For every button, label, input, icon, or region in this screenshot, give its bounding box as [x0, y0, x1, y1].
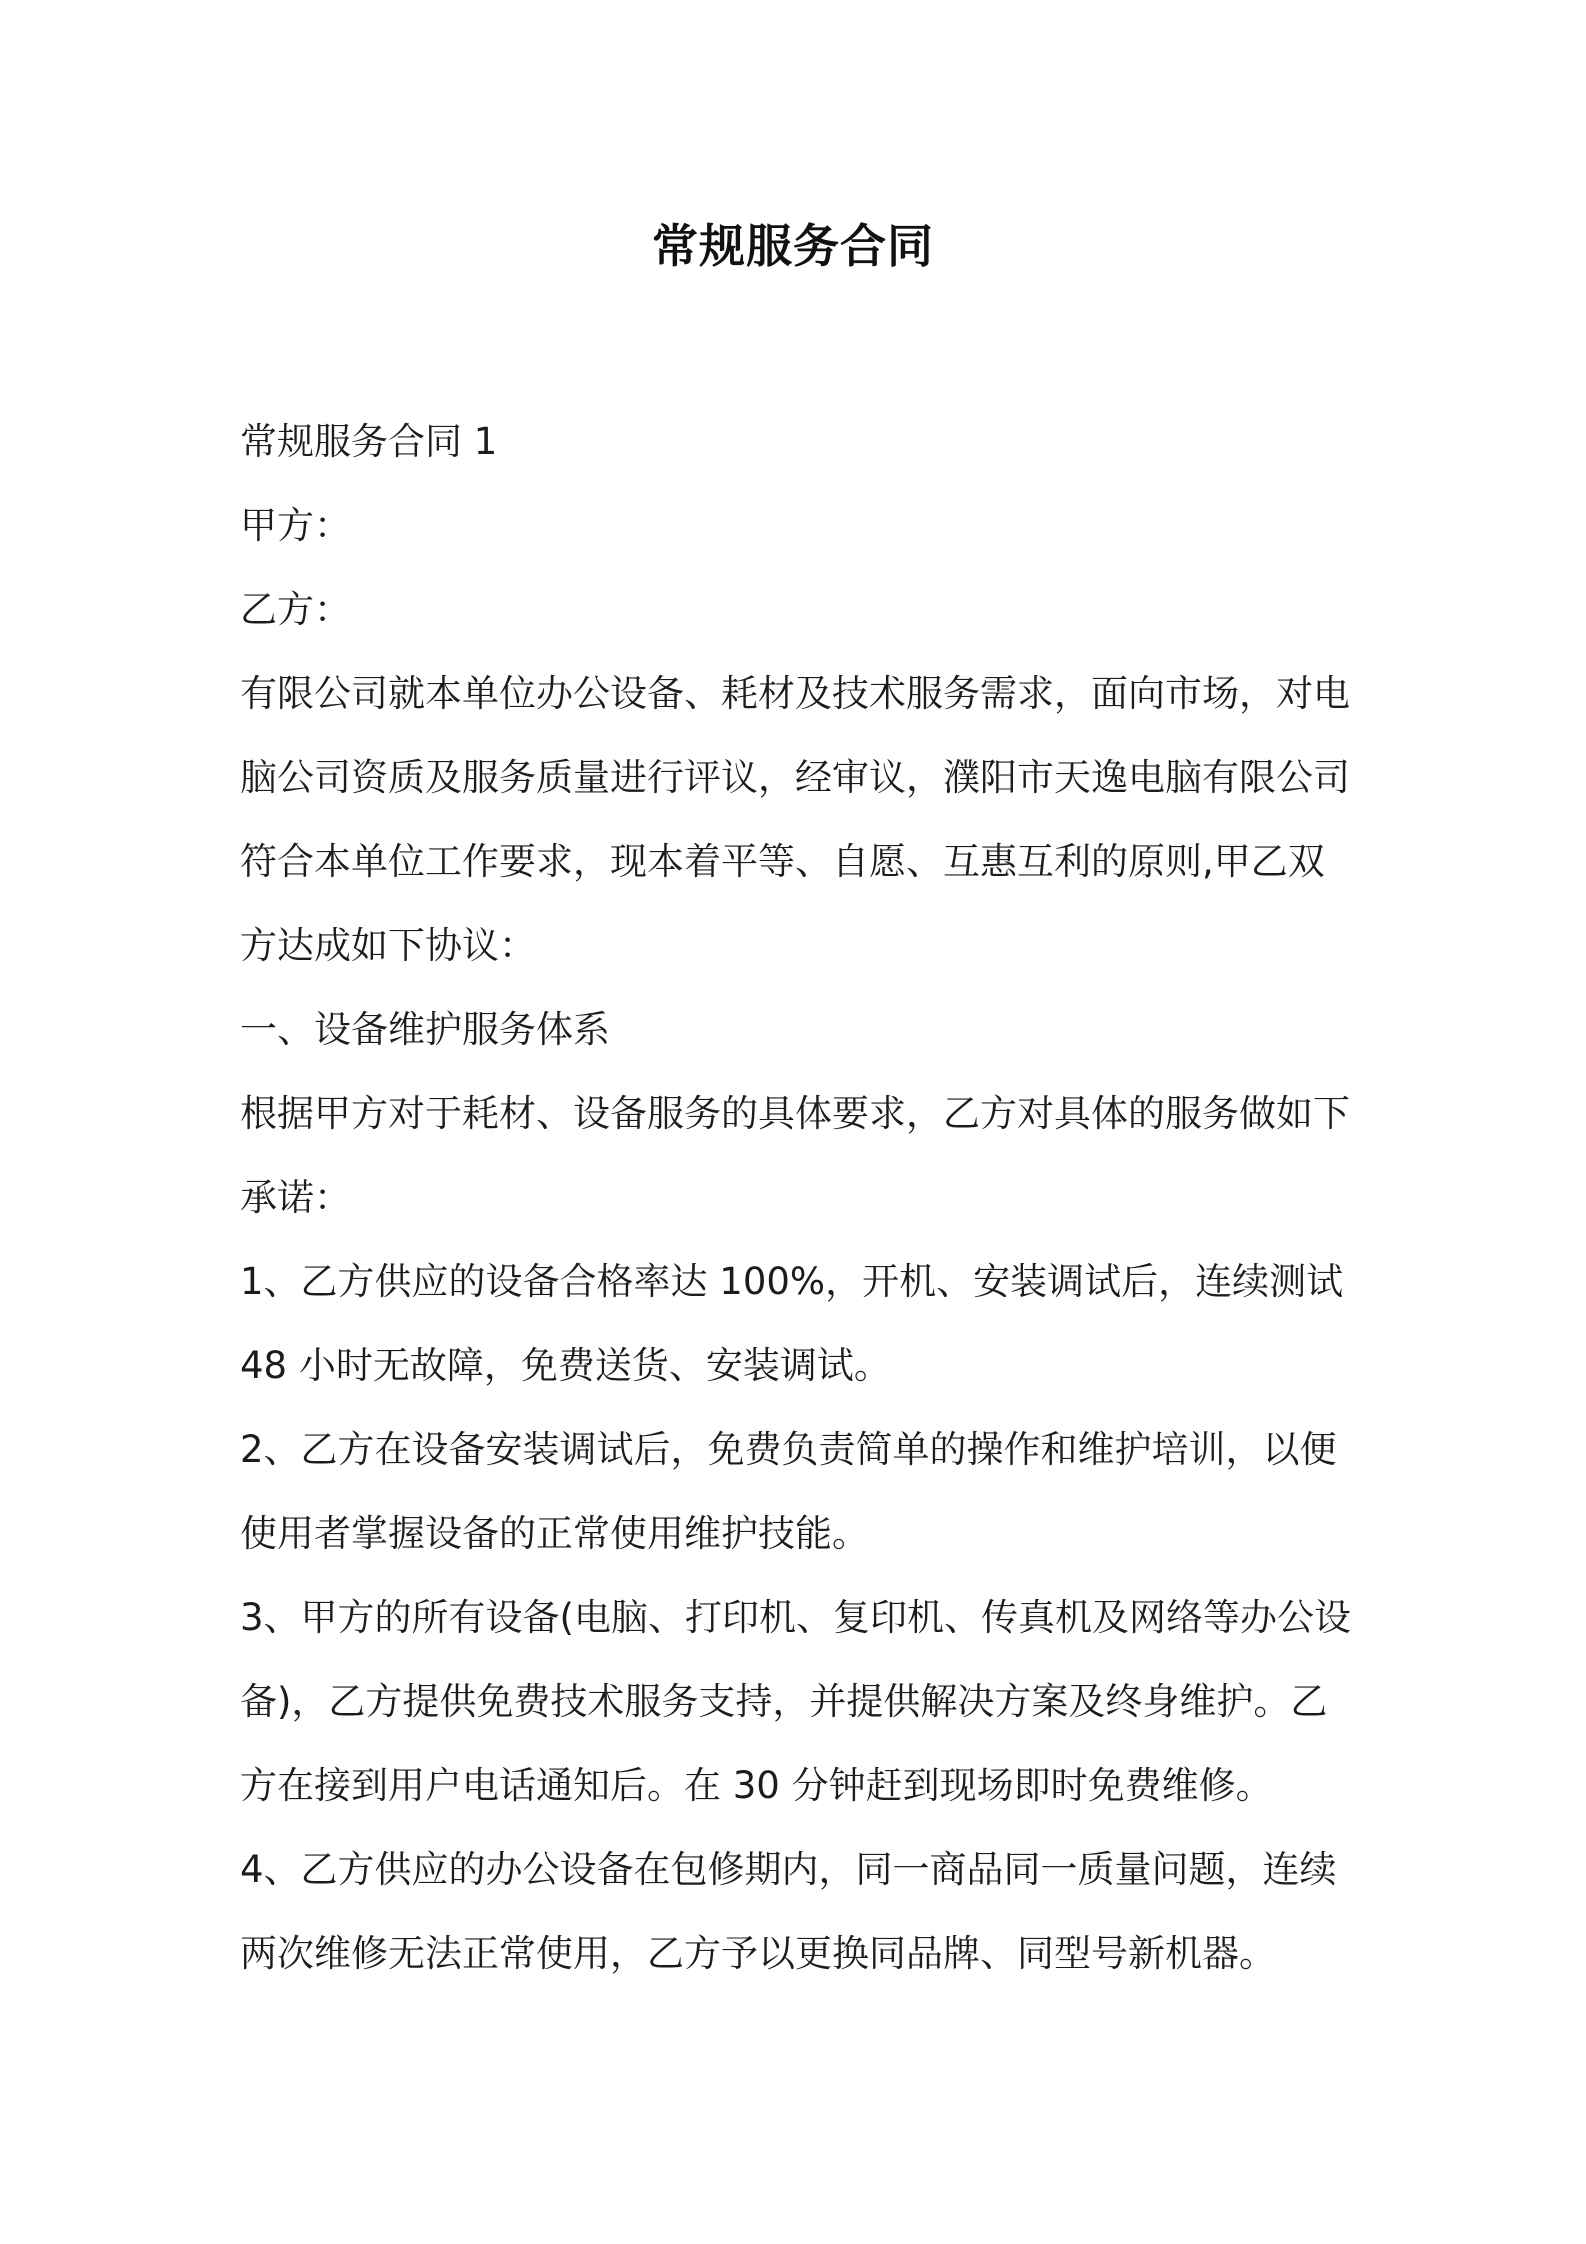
item-4-line: 4、乙方供应的办公设备在包修期内，同一商品同一质量问题，连续: [240, 1848, 1337, 1891]
item-4-line: 两次维修无法正常使用，乙方予以更换同品牌、同型号新机器。: [240, 1932, 1276, 1975]
item-1-line: 1、乙方供应的设备合格率达 100%，开机、安装调试后，连续测试: [240, 1260, 1344, 1303]
subtitle: 常规服务合同 1: [240, 420, 498, 463]
party-b-label: 乙方：: [240, 588, 351, 631]
section-1-intro-line: 根据甲方对于耗材、设备服务的具体要求，乙方对具体的服务做如下: [240, 1092, 1350, 1135]
intro-line: 脑公司资质及服务质量进行评议，经审议，濮阳市天逸电脑有限公司: [240, 756, 1350, 799]
item-3-line: 备)，乙方提供免费技术服务支持，并提供解决方案及终身维护。乙: [240, 1680, 1328, 1723]
document-body: [240, 400, 1350, 1996]
document-title: 常规服务合同: [652, 219, 934, 273]
item-2-line: 2、乙方在设备安装调试后，免费负责简单的操作和维护培训，以便: [240, 1428, 1337, 1471]
section-1-heading: 一、设备维护服务体系: [240, 1008, 610, 1051]
section-1-intro-line: 承诺：: [240, 1176, 351, 1219]
item-3-line: 方在接到用户电话通知后。在 30 分钟赶到现场即时免费维修。: [240, 1764, 1273, 1807]
party-a-label: 甲方：: [240, 504, 351, 547]
item-3-line: 3、甲方的所有设备(电脑、打印机、复印机、传真机及网络等办公设: [240, 1596, 1351, 1639]
item-2-line: 使用者掌握设备的正常使用维护技能。: [240, 1512, 869, 1555]
item-1-line: 48 小时无故障，免费送货、安装调试。: [240, 1344, 891, 1387]
intro-line: 有限公司就本单位办公设备、耗材及技术服务需求，面向市场，对电: [240, 672, 1350, 715]
intro-line: 符合本单位工作要求，现本着平等、自愿、互惠互利的原则,甲乙双: [240, 840, 1325, 883]
intro-line: 方达成如下协议：: [240, 924, 536, 967]
